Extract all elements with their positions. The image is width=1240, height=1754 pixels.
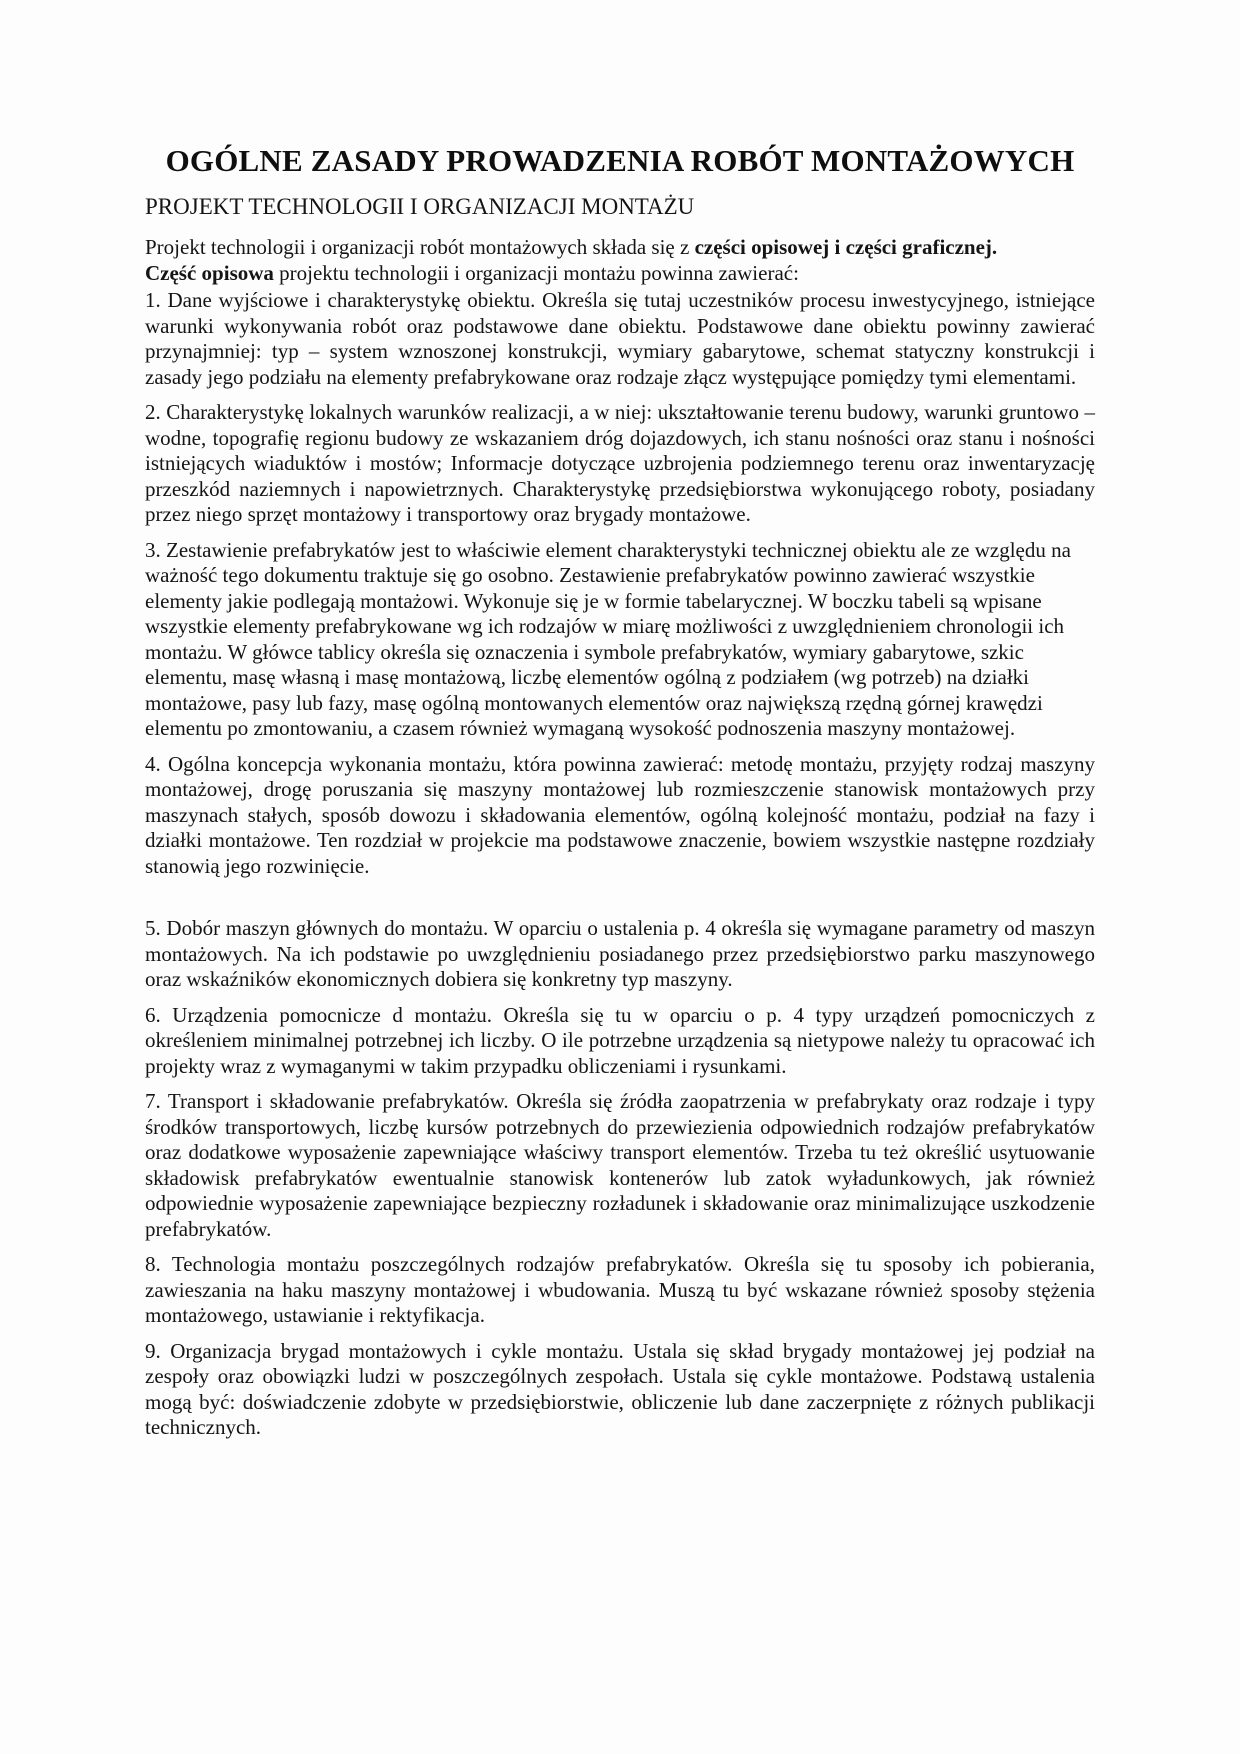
- intro-text-1: Projekt technologii i organizacji robót montażowych składa się z: [145, 235, 695, 259]
- intro-bold-2: Część opisowa: [145, 260, 274, 285]
- numbered-paragraph-8: 8. Technologia montażu poszczególnych rodzajów prefabrykatów. Określa się tu sposoby ich pobierania, zawieszania na haku maszyny montażowej i wbudowania. Muszą tu być wskazane również sposoby stężenia montażowego, ustawianie i rektyfikacja.: [145, 1252, 1095, 1327]
- numbered-paragraph-9: 9. Organizacja brygad montażowych i cykle montażu. Ustala się skład brygady montażowej jej podział na zespoły oraz obowiązki ludzi w poszczególnych zespołach. Ustala się cykle montażowe. Podstawą ustalenia mogą być: doświadczenie zdobyte w przedsiębiorstwie, obliczenie lub dane zaczerpnięte z różnych publikacji technicznych.: [145, 1338, 1095, 1439]
- intro-bold-1: części opisowej i części graficznej.: [694, 235, 998, 259]
- numbered-paragraph-4: 4. Ogólna koncepcja wykonania montażu, która powinna zawierać: metodę montażu, przyjęty rodzaj maszyny montażowej, drogę poruszania się maszyny montażowej lub rozmieszczenie stanowisk montażowych przy maszynach stałych, sposób dowozu i składowania elementów, ogólną kolejność montażu, podział na fazy i działki montażowe. Ten rozdział w projekcie ma podstawowe znaczenie, bowiem wszystkie następne rozdziały stanowią jego rozwinięcie.: [145, 751, 1095, 878]
- section-heading: PROJEKT TECHNOLOGII I ORGANIZACJI MONTAŻU: [145, 194, 695, 219]
- page-title: OGÓLNE ZASADY PROWADZENIA ROBÓT MONTAŻOWYCH: [165, 143, 1075, 178]
- numbered-paragraph-6: 6. Urządzenia pomocnicze d montażu. Określa się tu w oparciu o p. 4 typy urządzeń pomocniczych z określeniem minimalnej potrzebnej ich liczby. O ile potrzebne urządzenia są nietypowe należy tu opracować ich projekty wraz z wymaganymi w takim przypadku obliczeniami i rysunkami.: [145, 1002, 1095, 1078]
- numbered-paragraph-5: 5. Dobór maszyn głównych do montażu. W oparciu o ustalenia p. 4 określa się wymagane parametry od maszyn montażowych. Na ich podstawie po uwzględnieniu posiadanego przez przedsiębiorstwo parku maszynowego oraz wskaźników ekonomicznych dobiera się konkretny typ maszyny.: [145, 916, 1095, 991]
- intro-paragraph: [145, 235, 1095, 286]
- intro-text-2: projektu technologii i organizacji montażu powinna zawierać:: [273, 260, 799, 285]
- numbered-paragraph-3: 3. Zestawienie prefabrykatów jest to właściwie element charakterystyki technicznej obiektu ale ze względu na ważność tego dokumentu traktuje się go osobno. Zestawienie prefabrykatów powinno zawierać wszystkie elementy jakie podlegają montażowi. Wykonuje się je w formie tabelarycznej. W boczku tabeli są wpisane wszystkie elementy prefabrykowane wg ich rodzajów w miarę możliwości z uwzględnieniem chronologii ich montażu. W główce tablicy określa się oznaczenia i symbole prefabrykatów, wymiary gabarytowe, szkic elementu, masę własną i masę montażową, liczbę elementów ogólną z podziałem (wg potrzeb) na działki montażowe, pasy lub fazy, masę ogólną montowanych elementów oraz największą rzędną górnej krawędzi elementu po zmontowaniu, a czasem również wymaganą wysokość podnoszenia maszyny montażowej.: [145, 537, 1071, 740]
- numbered-paragraph-7: 7. Transport i składowanie prefabrykatów. Określa się źródła zaopatrzenia w prefabrykaty oraz rodzaje i typy środków transportowych, liczbę kursów potrzebnych do przewiezienia odpowiednich rodzajów prefabrykatów oraz dodatkowe wyposażenie zapewniające właściwy transport elementów. Trzeba tu też określić usytuowanie składowisk prefabrykatów ewentualnie stanowisk kontenerów lub zatok wyładunkowych, jak również odpowiednie wyposażenie zapewniające bezpieczny rozładunek i składowanie oraz minimalizujące uszkodzenie prefabrykatów.: [145, 1089, 1095, 1241]
- numbered-paragraph-2: 2. Charakterystykę lokalnych warunków realizacji, a w niej: ukształtowanie terenu budowy, warunki gruntowo – wodne, topografię regionu budowy ze wskazaniem dróg dojazdowych, ich stanu nośności oraz stanu i nośności istniejących wiaduktów i mostów; Informacje dotyczące uzbrojenia podziemnego terenu oraz inwentaryzację przeszkód naziemnych i napowietrznych. Charakterystykę przedsiębiorstwa wykonującego roboty, posiadany przez niego sprzęt montażowy i transportowy oraz brygady montażowe.: [145, 400, 1095, 526]
- numbered-paragraph-1: 1. Dane wyjściowe i charakterystykę obiektu. Określa się tutaj uczestników procesu inwestycyjnego, istniejące warunki wykonywania robót oraz podstawowe dane obiektu. Podstawowe dane obiektu powinny zawierać przynajmniej: typ – system wznoszonej konstrukcji, wymiary gabarytowe, schemat statyczny konstrukcji i zasady jego podziału na elementy prefabrykowane oraz rodzaje złącz występujące pomiędzy tymi elementami.: [145, 288, 1095, 389]
